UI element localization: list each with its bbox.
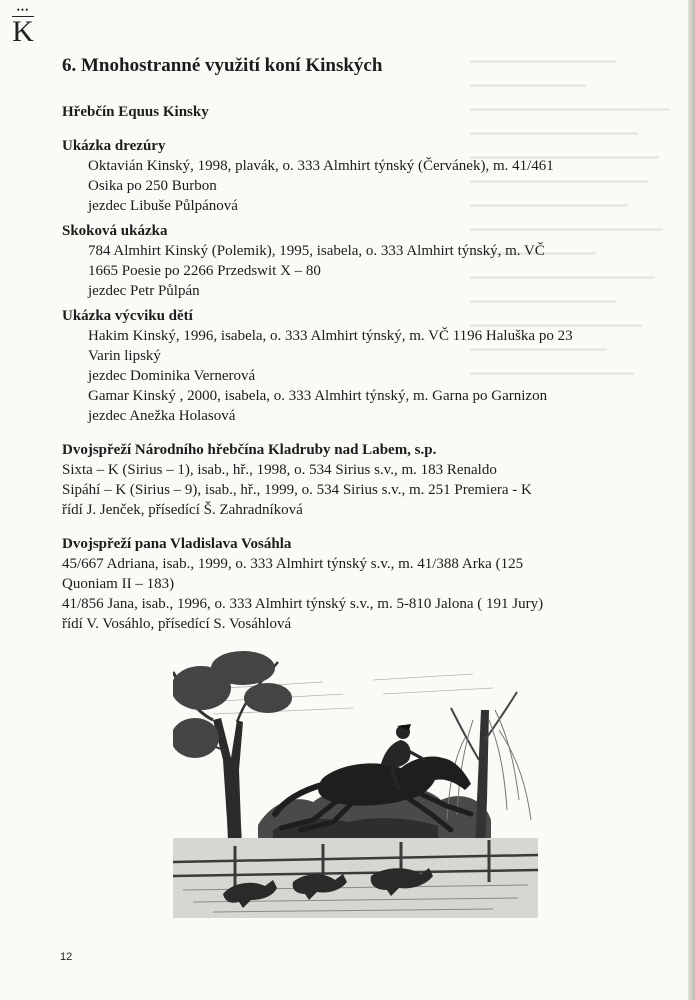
jumping-line: jezdec Petr Půlpán xyxy=(88,283,200,299)
vosahlo-line: Quoniam II – 183) xyxy=(62,576,175,592)
dressage-line: Osika po 250 Burbon xyxy=(88,178,217,194)
children-line: Hakim Kinský, 1996, isabela, o. 333 Almhirt týnský, m. VČ 1196 Haluška po 23 xyxy=(88,328,573,344)
page-edge xyxy=(688,0,695,1000)
hunting-engraving xyxy=(173,650,538,925)
jumping-line: 1665 Poesie po 2266 Przedswit X – 80 xyxy=(88,263,321,279)
vosahlo-line: 45/667 Adriana, isab., 1999, o. 333 Almhirt týnský s.v., m. 41/388 Arka (125 xyxy=(62,556,524,572)
children-line: jezdec Anežka Holasová xyxy=(88,408,236,424)
section-content xyxy=(62,102,662,634)
kinsky-logo xyxy=(8,6,38,52)
page-number: 12 xyxy=(60,951,73,963)
dressage-line: jezdec Libuše Půlpánová xyxy=(88,198,238,214)
jumping-heading: Skoková ukázka xyxy=(62,223,168,239)
logo-letter: K xyxy=(12,15,34,48)
logo-dots: ••• xyxy=(16,5,30,15)
children-line: jezdec Dominika Vernerová xyxy=(88,368,256,384)
dressage-heading: Ukázka drezúry xyxy=(62,138,166,154)
dressage-line: Oktavián Kinský, 1998, plavák, o. 333 Almhirt týnský (Červánek), m. 41/461 xyxy=(88,158,554,174)
kladruby-line: Sipáhí – K (Sirius – 9), isab., hř., 1999, o. 534 Sirius s.v., m. 251 Premiera - K xyxy=(62,482,532,498)
vosahlo-line: 41/856 Jana, isab., 1996, o. 333 Almhirt týnský s.v., m. 5-810 Jalona ( 191 Jury) xyxy=(62,596,544,612)
vosahlo-line: řídí V. Vosáhlo, přísedící S. Vosáhlová xyxy=(62,616,292,632)
stud-name: Hřebčín Equus Kinsky xyxy=(62,104,209,120)
kladruby-line: Sixta – K (Sirius – 1), isab., hř., 1998, o. 534 Sirius s.v., m. 183 Renaldo xyxy=(62,462,497,478)
children-line: Varin lipský xyxy=(88,348,161,364)
children-line: Gamar Kinský , 2000, isabela, o. 333 Almhirt týnský, m. Garna po Garnizon xyxy=(88,388,548,404)
jumping-line: 784 Almhirt Kinský (Polemik), 1995, isabela, o. 333 Almhirt týnský, m. VČ xyxy=(88,243,545,259)
children-heading: Ukázka výcviku dětí xyxy=(62,308,193,324)
kladruby-heading: Dvojspřeží Národního hřebčína Kladruby nad Labem, s.p. xyxy=(62,442,437,458)
section-title: 6. Mnohostranné využití koní Kinských xyxy=(62,55,383,76)
vosahlo-heading: Dvojspřeží pana Vladislava Vosáhla xyxy=(62,536,292,552)
kladruby-line: řídí J. Jenček, přísedící Š. Zahradníková xyxy=(62,502,303,518)
